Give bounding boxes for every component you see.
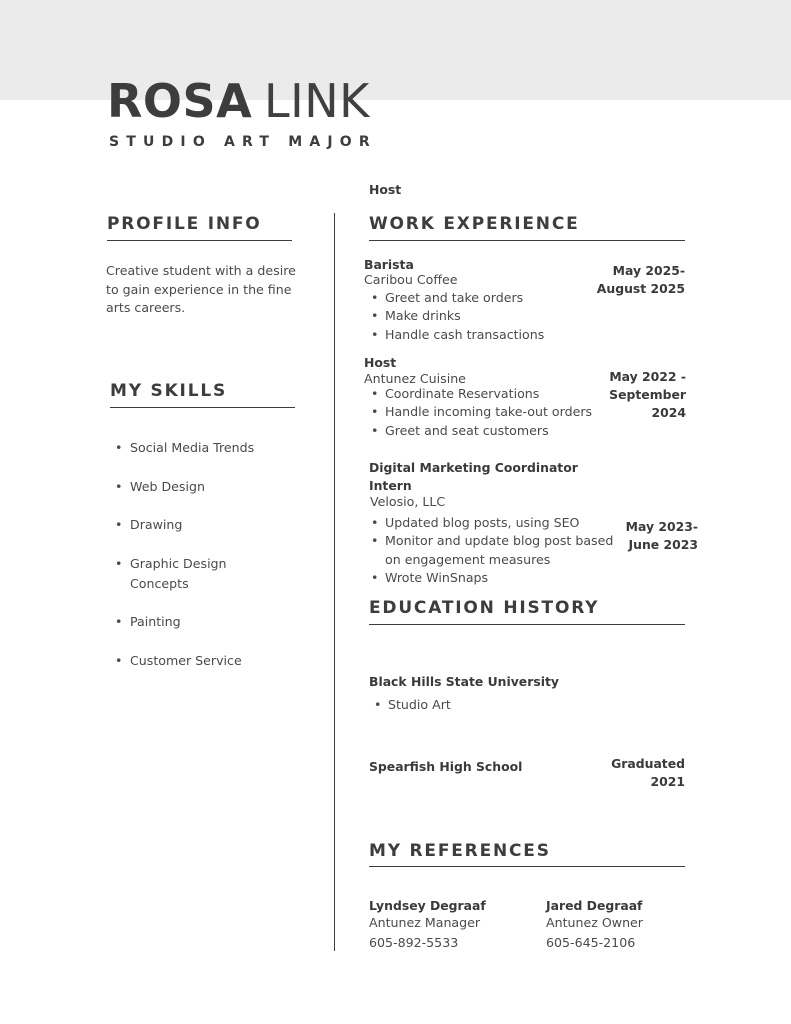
job-bullet: • Greet and take orders (364, 289, 604, 307)
school-date: Graduated 2021 (611, 756, 685, 789)
references-heading: MY REFERENCES (369, 841, 551, 861)
job-bullet: • Wrote WinSnaps (364, 569, 619, 587)
job-bullet: • Handle incoming take-out orders (364, 403, 604, 421)
profile-heading: PROFILE INFO (107, 214, 262, 234)
major-subtitle: STUDIO ART MAJOR (109, 134, 377, 150)
job-bullets (364, 289, 604, 344)
job-company: Velosio, LLC (370, 494, 446, 509)
column-divider (334, 213, 335, 951)
job-bullets (364, 514, 619, 587)
education-heading: EDUCATION HISTORY (369, 598, 600, 618)
skill-item: • Painting (110, 612, 310, 632)
school-name: Spearfish High School (369, 759, 523, 774)
job-bullet: • Updated blog posts, using SEO (364, 514, 619, 532)
profile-rule (107, 240, 292, 241)
education-rule (369, 624, 685, 625)
work-rule (369, 240, 685, 241)
stray-host-label: Host (369, 182, 402, 197)
reference-phone: 605-645-2106 (546, 935, 636, 950)
skill-item: • Graphic Design Concepts (110, 554, 230, 593)
skill-item: • Customer Service (110, 651, 310, 671)
job-title: Host (364, 355, 397, 370)
job-date: May 2022 - September 2024 (609, 369, 686, 420)
job-bullet: • Handle cash transactions (364, 326, 604, 344)
reference-phone: 605-892-5533 (369, 935, 459, 950)
job-company: Caribou Coffee (364, 272, 458, 287)
job-bullet: • Make drinks (364, 307, 604, 325)
job-bullet: • Greet and seat customers (364, 422, 604, 440)
references-rule (369, 866, 685, 867)
reference-role: Antunez Owner (546, 915, 643, 930)
work-heading: WORK EXPERIENCE (369, 214, 580, 234)
school-details (367, 696, 567, 714)
last-name: LINK (264, 74, 370, 128)
skills-rule (110, 407, 295, 408)
skills-heading: MY SKILLS (110, 381, 227, 401)
job-date: May 2023- June 2023 (625, 519, 698, 552)
job-title: Digital Marketing Coordinator Intern (369, 460, 578, 493)
job-title: Barista (364, 257, 414, 272)
first-name: ROSA (107, 74, 253, 128)
job-bullet: • Coordinate Reservations (364, 385, 604, 403)
school-detail: • Studio Art (367, 696, 567, 714)
skill-item: • Social Media Trends (110, 438, 310, 458)
skill-item: • Drawing (110, 515, 310, 535)
job-bullet: • Monitor and update blog post based on engagement measures (364, 532, 619, 569)
reference-name: Lyndsey Degraaf (369, 898, 486, 913)
job-date: May 2025- August 2025 (596, 263, 685, 296)
skill-item: • Web Design (110, 477, 310, 497)
job-company: Antunez Cuisine (364, 371, 466, 386)
job-bullets (364, 385, 604, 440)
school-name: Black Hills State University (369, 674, 559, 689)
reference-name: Jared Degraaf (546, 898, 643, 913)
profile-text: Creative student with a desire to gain experience in the fine arts careers. (106, 263, 296, 315)
reference-role: Antunez Manager (369, 915, 481, 930)
skills-list (110, 438, 310, 690)
